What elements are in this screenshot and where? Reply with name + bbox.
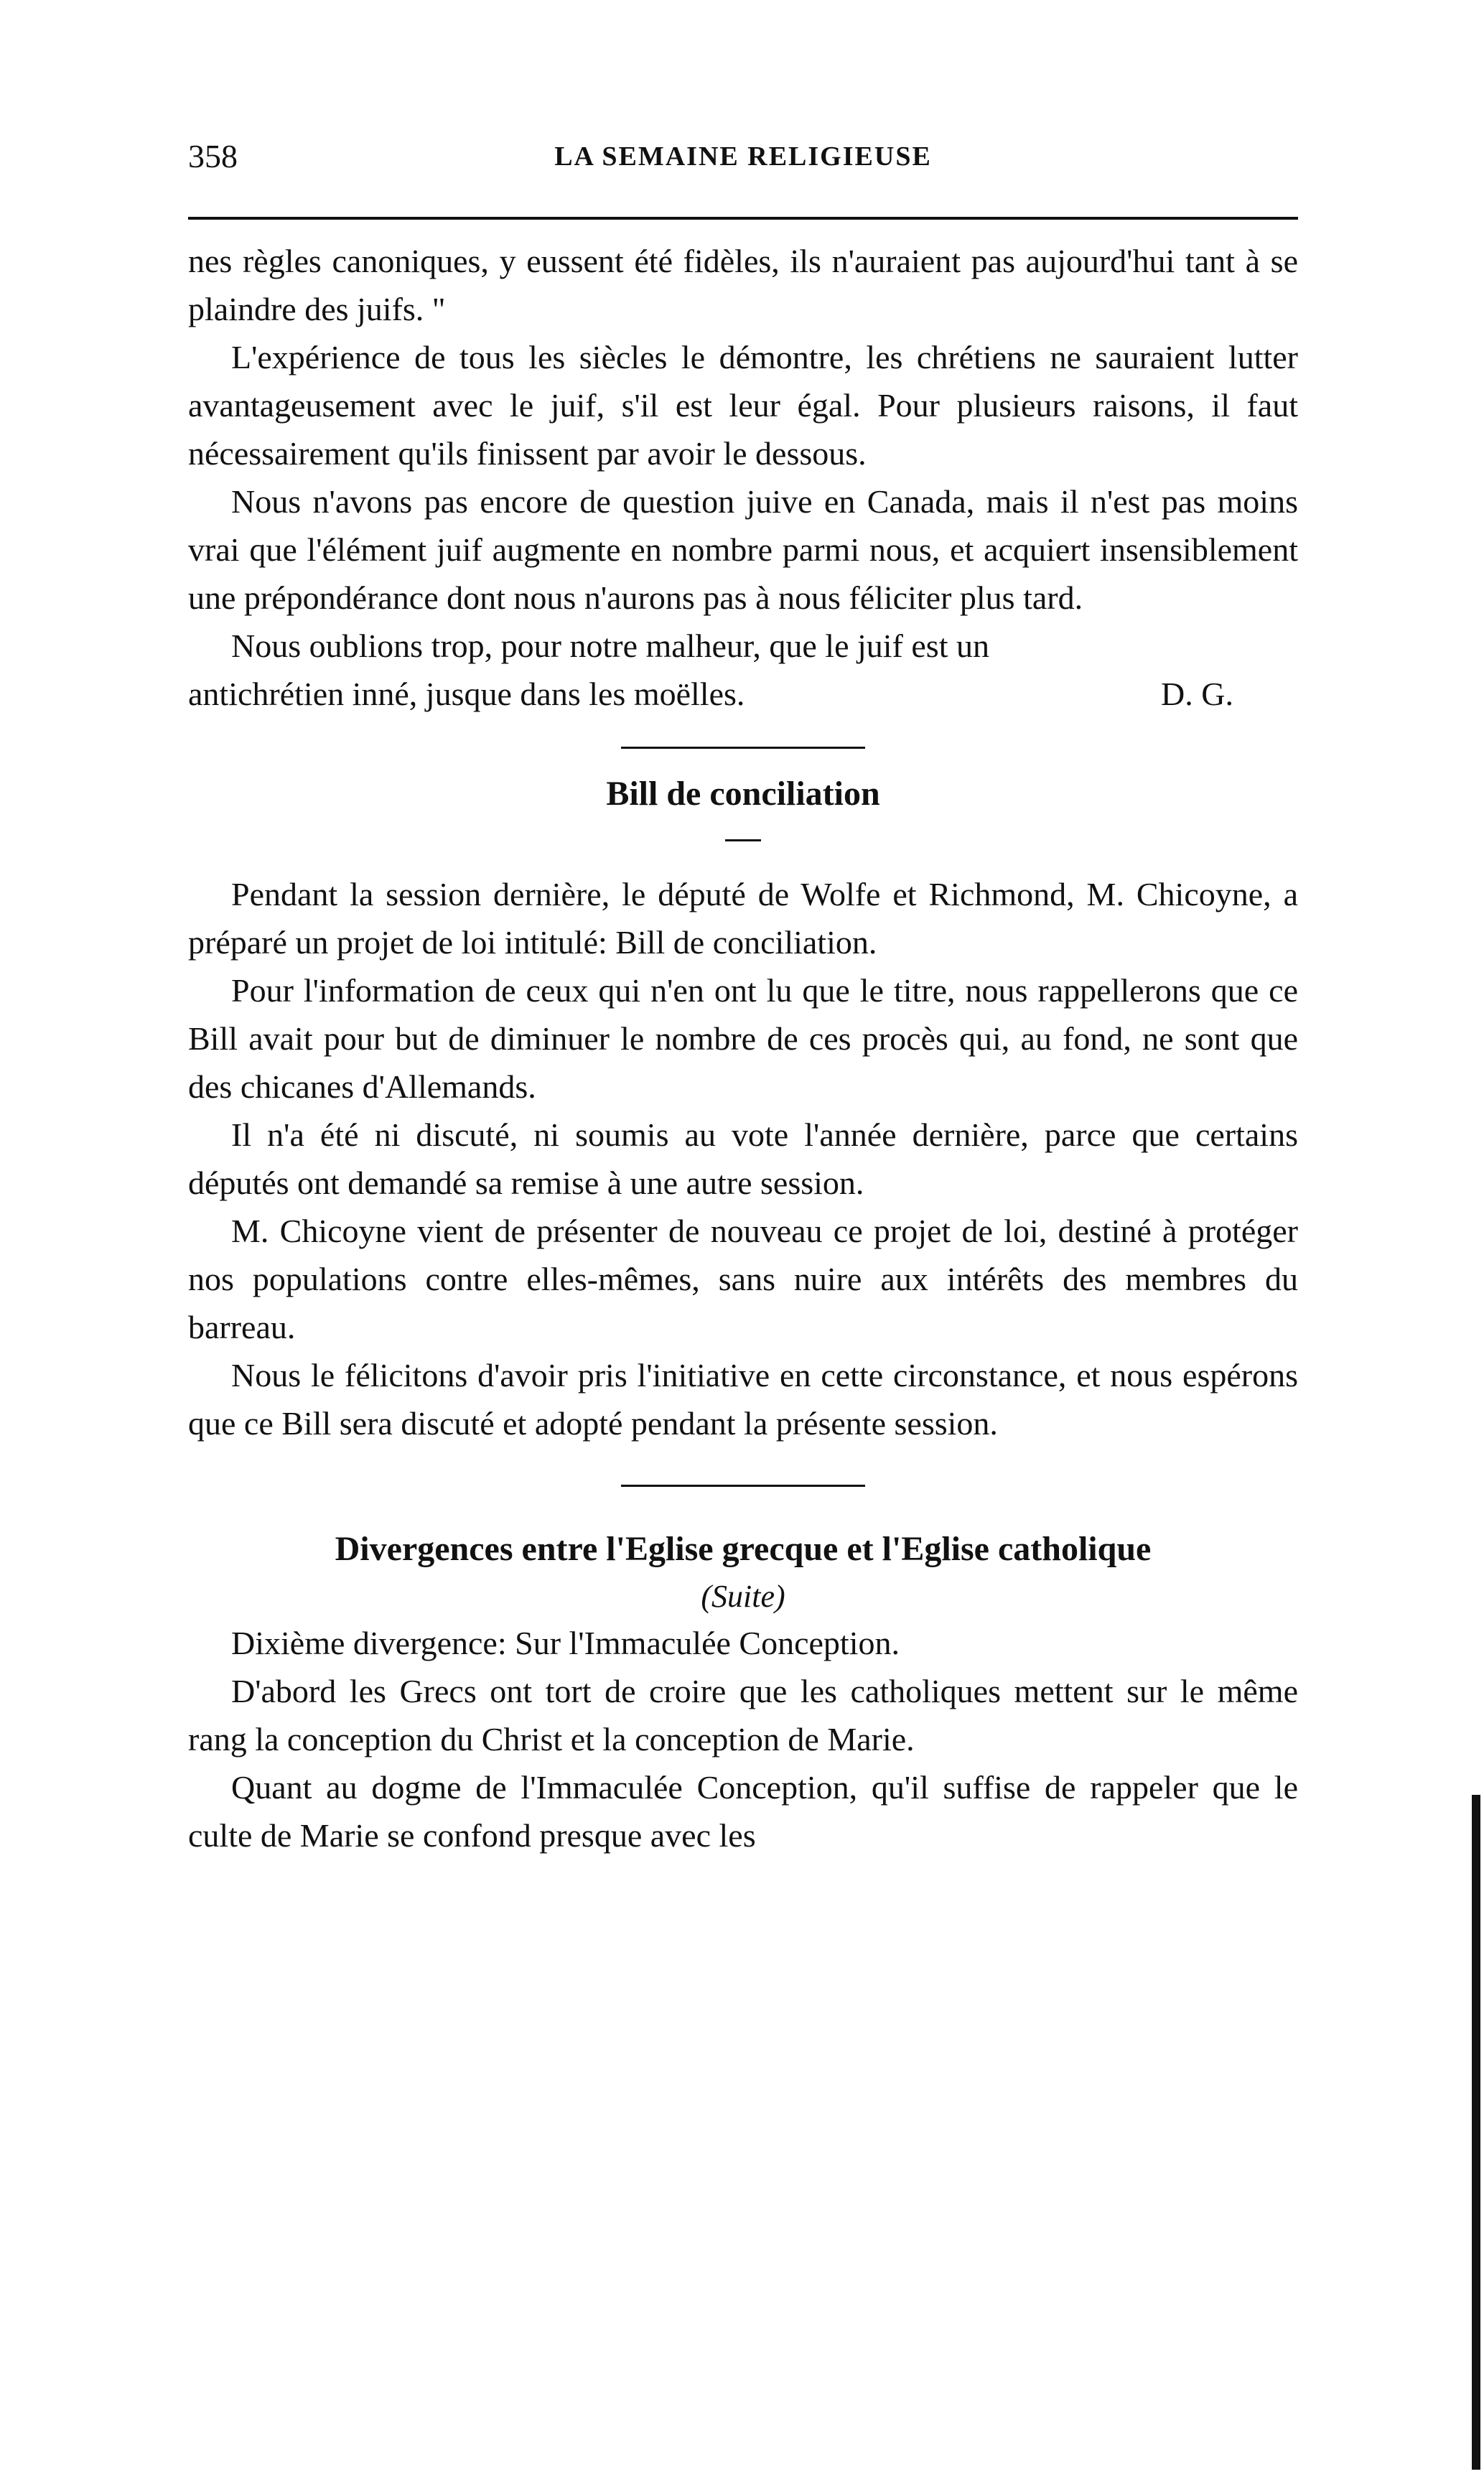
article-divergences	[188, 1524, 1298, 1859]
paragraph: Il n'a été ni discuté, ni soumis au vote l'année dernière, parce que certains députés ont demandé sa remise à une autre session.	[188, 1116, 1298, 1201]
paragraph: Nous oublions trop, pour notre malheur, que le juif est un	[231, 627, 989, 664]
page-header	[188, 135, 1298, 178]
paragraph: D'abord les Grecs ont tort de croire que les catholiques mettent sur le même rang la conception du Christ et la conception de Marie.	[188, 1673, 1298, 1758]
body-text	[188, 237, 1298, 1859]
article-jewish-question	[188, 237, 1298, 718]
binding-edge	[1472, 1795, 1480, 2470]
paragraph: Dixième divergence: Sur l'Immaculée Conception.	[231, 1625, 900, 1661]
paragraph: M. Chicoyne vient de présenter de nouveau ce projet de loi, destiné à protéger nos populations contre elles-mêmes, sans nuire aux intérêts des membres du barreau.	[188, 1213, 1298, 1345]
paragraph: Pour l'information de ceux qui n'en ont lu que le titre, nous rappellerons que ce Bill avait pour but de diminuer le nombre de ces procès qui, au fond, ne sont que des chicanes d'Allemands.	[188, 972, 1298, 1105]
closing-line	[188, 670, 1298, 718]
paragraph: L'expérience de tous les siècles le démontre, les chrétiens ne sauraient lutter avantageusement avec le juif, s'il est leur égal. Pour plusieurs raisons, il faut nécessairement qu'ils finissent par avoir le dessous.	[188, 339, 1298, 472]
running-head: LA SEMAINE RELIGIEUSE	[554, 141, 932, 172]
closing-text: antichrétien inné, jusque dans les moëlles.	[188, 676, 745, 712]
page-number: 358	[188, 138, 238, 174]
article-title: Divergences entre l'Eglise grecque et l'Eglise catholique	[335, 1530, 1152, 1568]
paragraph: Nous le félicitons d'avoir pris l'initiative en cette circonstance, et nous espérons que ce Bill sera discuté et adopté pendant la présente session.	[188, 1357, 1298, 1442]
paragraph: nes règles canoniques, y eussent été fidèles, ils n'auraient pas aujourd'hui tant à se plaindre des juifs. "	[188, 243, 1298, 327]
author-signature: D. G.	[1161, 676, 1233, 712]
paragraph: Nous n'avons pas encore de question juive en Canada, mais il n'est pas moins vrai que l'élément juif augmente en nombre parmi nous, et acquiert insensiblement une prépondérance dont nous n'aurons pas à nous féliciter plus tard.	[188, 483, 1298, 616]
paragraph: Pendant la session dernière, le député de Wolfe et Richmond, M. Chicoyne, a préparé un projet de loi intitulé: Bill de conciliation.	[188, 876, 1298, 961]
paragraph: Quant au dogme de l'Immaculée Conception, qu'il suffise de rappeler que le culte de Marie se confond presque avec les	[188, 1769, 1298, 1854]
article-subtitle: (Suite)	[701, 1579, 785, 1614]
article-bill-conciliation	[188, 769, 1298, 1447]
header-rule	[188, 217, 1298, 220]
article-title: Bill de conciliation	[606, 775, 880, 813]
